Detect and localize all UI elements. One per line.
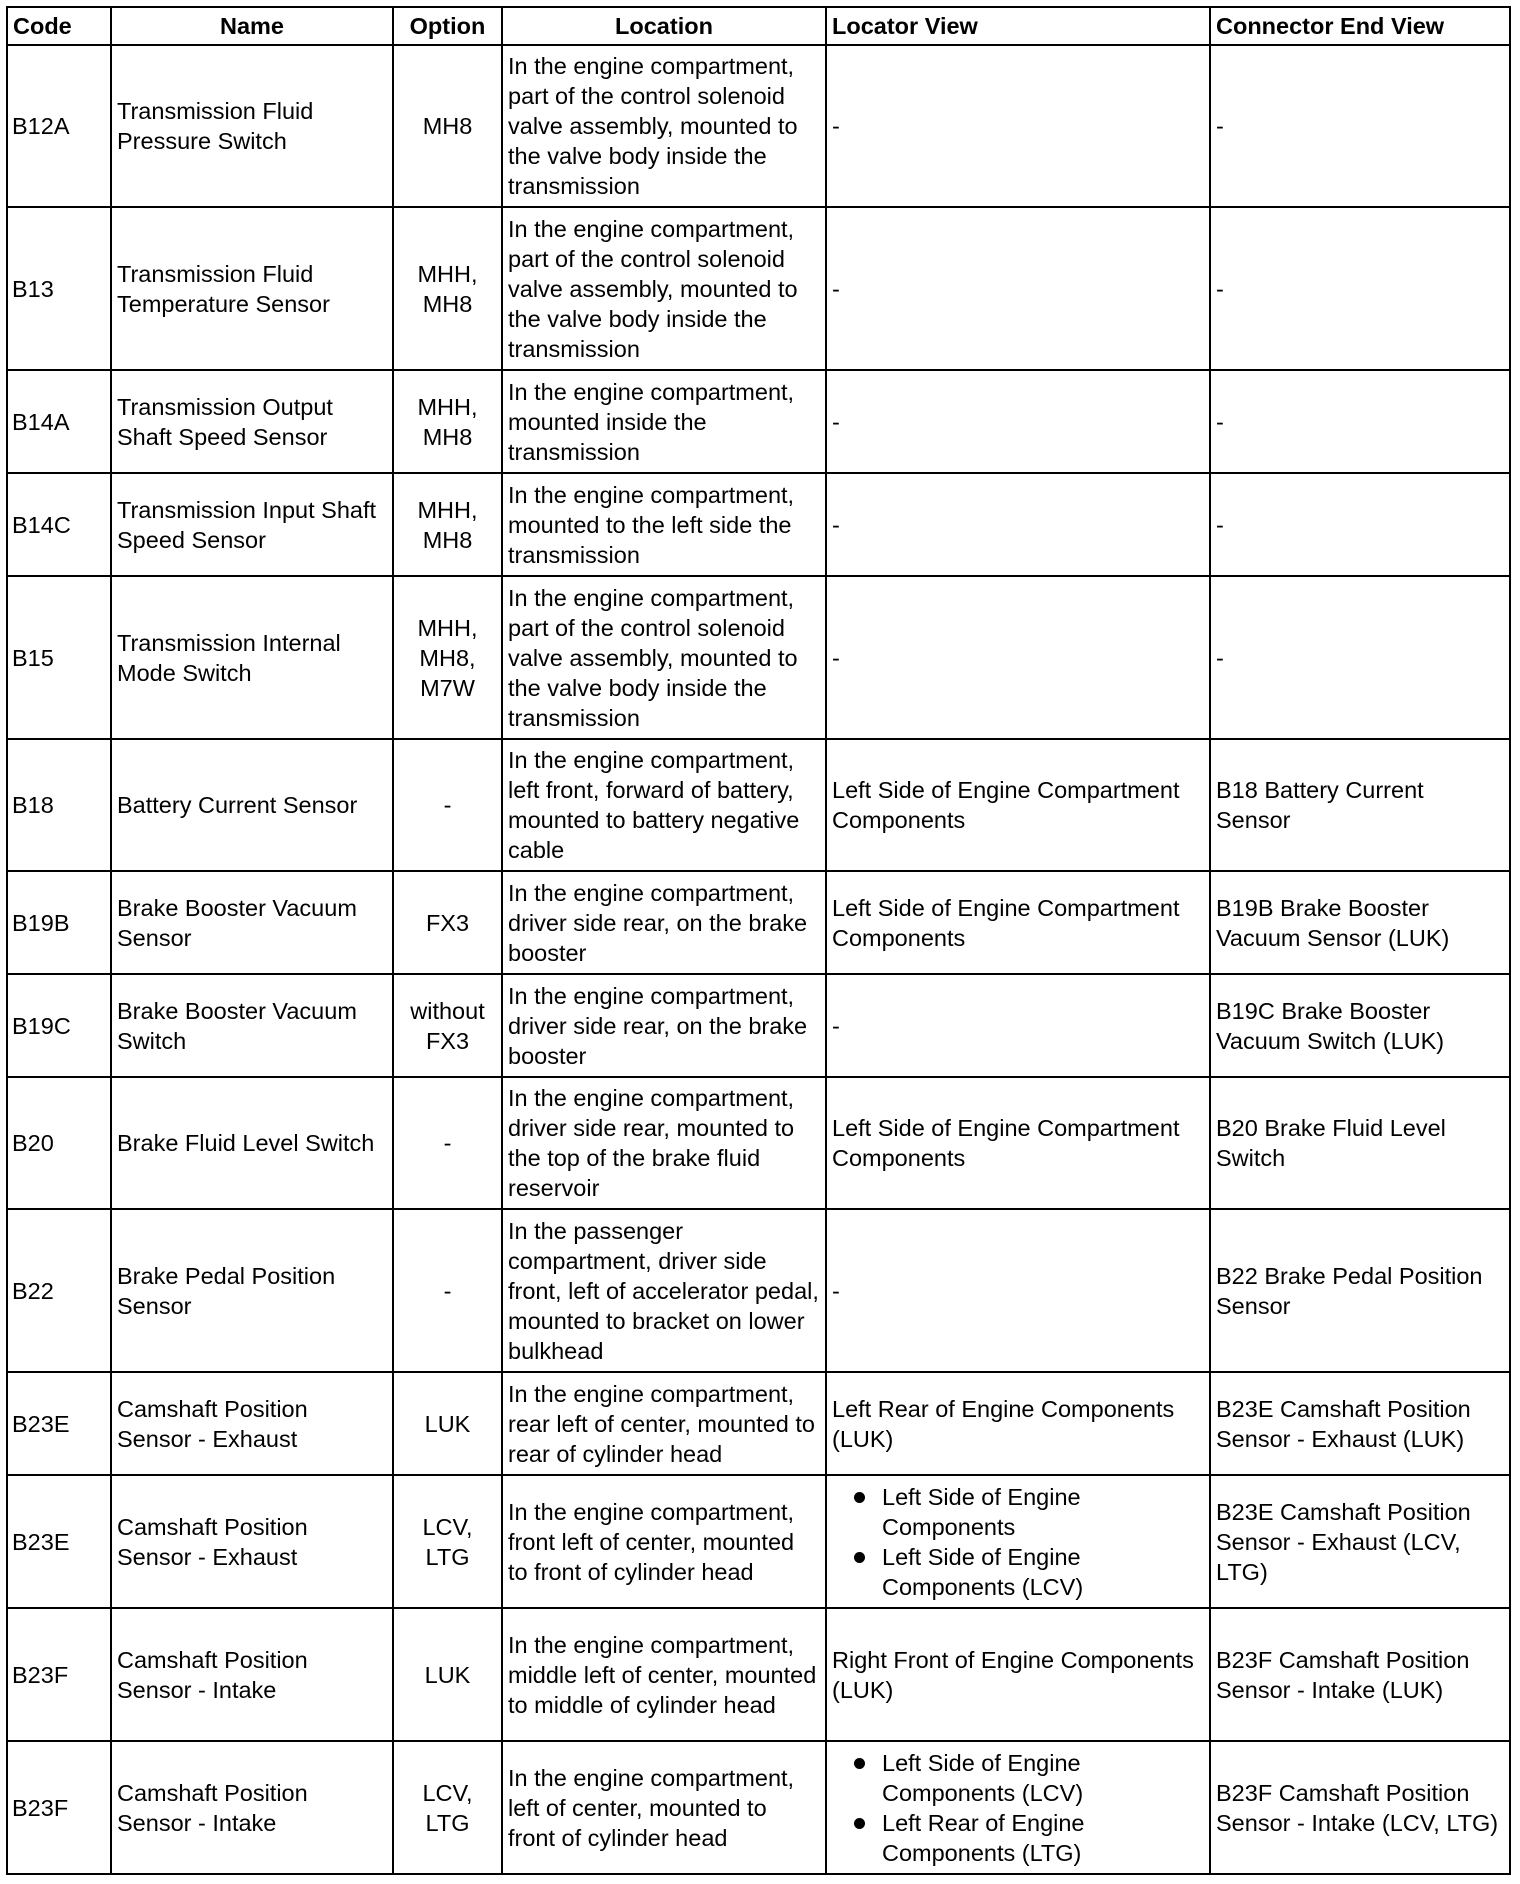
option-cell: MHH, MH8, M7W: [393, 576, 502, 739]
location-cell: In the engine compartment, driver side rear, on the brake booster: [502, 871, 826, 974]
name-cell: Camshaft Position Sensor - Intake: [111, 1741, 393, 1874]
option-cell: without FX3: [393, 974, 502, 1077]
code-cell: B23E: [7, 1372, 111, 1475]
connector-end-view-cell: -: [1210, 207, 1510, 370]
name-cell: Brake Booster Vacuum Sensor: [111, 871, 393, 974]
location-cell: In the engine compartment, driver side rear, on the brake booster: [502, 974, 826, 1077]
locator-view-cell: -: [826, 1209, 1210, 1372]
name-cell: Transmission Fluid Pressure Switch: [111, 45, 393, 207]
column-header-connector-end-view: Connector End View: [1210, 7, 1510, 45]
option-cell: LCV, LTG: [393, 1475, 502, 1608]
component-locator-table-wrapper: [6, 6, 1511, 1875]
location-cell: In the engine compartment, front left of center, mounted to front of cylinder head: [502, 1475, 826, 1608]
locator-view-list-item: Left Side of Engine Components (LCV): [832, 1748, 1204, 1808]
location-cell: In the engine compartment, middle left of center, mounted to middle of cylinder head: [502, 1608, 826, 1741]
locator-view-list: [832, 1482, 1204, 1602]
table-row: [7, 1475, 1510, 1608]
connector-end-view-cell: B22 Brake Pedal Position Sensor: [1210, 1209, 1510, 1372]
table-row: [7, 1209, 1510, 1372]
name-cell: Transmission Input Shaft Speed Sensor: [111, 473, 393, 576]
locator-view-cell: -: [826, 974, 1210, 1077]
code-cell: B15: [7, 576, 111, 739]
connector-end-view-cell: B23E Camshaft Position Sensor - Exhaust (LCV, LTG): [1210, 1475, 1510, 1608]
connector-end-view-cell: B20 Brake Fluid Level Switch: [1210, 1077, 1510, 1209]
code-cell: B12A: [7, 45, 111, 207]
connector-end-view-cell: B19C Brake Booster Vacuum Switch (LUK): [1210, 974, 1510, 1077]
code-cell: B20: [7, 1077, 111, 1209]
table-row: [7, 473, 1510, 576]
name-cell: Transmission Fluid Temperature Sensor: [111, 207, 393, 370]
code-cell: B14A: [7, 370, 111, 473]
name-cell: Transmission Output Shaft Speed Sensor: [111, 370, 393, 473]
option-cell: LUK: [393, 1372, 502, 1475]
location-cell: In the engine compartment, left of center, mounted to front of cylinder head: [502, 1741, 826, 1874]
locator-view-cell: -: [826, 473, 1210, 576]
code-cell: B18: [7, 739, 111, 871]
connector-end-view-cell: -: [1210, 473, 1510, 576]
table-header-row: [7, 7, 1510, 45]
code-cell: B13: [7, 207, 111, 370]
location-cell: In the engine compartment, driver side rear, mounted to the top of the brake fluid reservoir: [502, 1077, 826, 1209]
option-cell: LUK: [393, 1608, 502, 1741]
connector-end-view-cell: B23F Camshaft Position Sensor - Intake (LCV, LTG): [1210, 1741, 1510, 1874]
code-cell: B14C: [7, 473, 111, 576]
table-row: [7, 1372, 1510, 1475]
connector-end-view-cell: -: [1210, 576, 1510, 739]
location-cell: In the engine compartment, part of the control solenoid valve assembly, mounted to the valve body inside the transmission: [502, 45, 826, 207]
connector-end-view-cell: B23F Camshaft Position Sensor - Intake (LUK): [1210, 1608, 1510, 1741]
locator-view-cell: Right Front of Engine Components (LUK): [826, 1608, 1210, 1741]
code-cell: B19B: [7, 871, 111, 974]
connector-end-view-cell: -: [1210, 370, 1510, 473]
locator-view-cell: -: [826, 576, 1210, 739]
name-cell: Brake Fluid Level Switch: [111, 1077, 393, 1209]
locator-view-list-item: Left Side of Engine Components: [832, 1482, 1204, 1542]
table-row: [7, 974, 1510, 1077]
connector-end-view-cell: B18 Battery Current Sensor: [1210, 739, 1510, 871]
table-row: [7, 207, 1510, 370]
name-cell: Transmission Internal Mode Switch: [111, 576, 393, 739]
table-row: [7, 1741, 1510, 1874]
name-cell: Battery Current Sensor: [111, 739, 393, 871]
name-cell: Brake Pedal Position Sensor: [111, 1209, 393, 1372]
option-cell: MH8: [393, 45, 502, 207]
name-cell: Camshaft Position Sensor - Intake: [111, 1608, 393, 1741]
location-cell: In the engine compartment, left front, forward of battery, mounted to battery negative cable: [502, 739, 826, 871]
column-header-locator-view: Locator View: [826, 7, 1210, 45]
option-cell: -: [393, 1209, 502, 1372]
location-cell: In the engine compartment, mounted inside the transmission: [502, 370, 826, 473]
location-cell: In the engine compartment, part of the control solenoid valve assembly, mounted to the valve body inside the transmission: [502, 207, 826, 370]
locator-view-cell: [826, 1475, 1210, 1608]
connector-end-view-cell: B23E Camshaft Position Sensor - Exhaust (LUK): [1210, 1372, 1510, 1475]
code-cell: B23E: [7, 1475, 111, 1608]
locator-view-list: [832, 1748, 1204, 1868]
option-cell: LCV, LTG: [393, 1741, 502, 1874]
table-row: [7, 576, 1510, 739]
locator-view-cell: Left Side of Engine Compartment Components: [826, 739, 1210, 871]
locator-view-cell: -: [826, 207, 1210, 370]
locator-view-cell: Left Rear of Engine Components (LUK): [826, 1372, 1210, 1475]
locator-view-cell: -: [826, 45, 1210, 207]
table-row: [7, 871, 1510, 974]
column-header-location: Location: [502, 7, 826, 45]
table-row: [7, 370, 1510, 473]
code-cell: B22: [7, 1209, 111, 1372]
connector-end-view-cell: B19B Brake Booster Vacuum Sensor (LUK): [1210, 871, 1510, 974]
location-cell: In the passenger compartment, driver side front, left of accelerator pedal, mounted to bracket on lower bulkhead: [502, 1209, 826, 1372]
location-cell: In the engine compartment, mounted to the left side the transmission: [502, 473, 826, 576]
locator-view-cell: -: [826, 370, 1210, 473]
option-cell: MHH, MH8: [393, 473, 502, 576]
name-cell: Brake Booster Vacuum Switch: [111, 974, 393, 1077]
table-row: [7, 45, 1510, 207]
column-header-code: Code: [7, 7, 111, 45]
code-cell: B19C: [7, 974, 111, 1077]
option-cell: MHH, MH8: [393, 207, 502, 370]
connector-end-view-cell: -: [1210, 45, 1510, 207]
locator-view-cell: Left Side of Engine Compartment Components: [826, 1077, 1210, 1209]
name-cell: Camshaft Position Sensor - Exhaust: [111, 1372, 393, 1475]
option-cell: FX3: [393, 871, 502, 974]
option-cell: MHH, MH8: [393, 370, 502, 473]
column-header-option: Option: [393, 7, 502, 45]
code-cell: B23F: [7, 1608, 111, 1741]
option-cell: -: [393, 739, 502, 871]
location-cell: In the engine compartment, part of the control solenoid valve assembly, mounted to the valve body inside the transmission: [502, 576, 826, 739]
name-cell: Camshaft Position Sensor - Exhaust: [111, 1475, 393, 1608]
table-row: [7, 739, 1510, 871]
table-row: [7, 1077, 1510, 1209]
code-cell: B23F: [7, 1741, 111, 1874]
locator-view-list-item: Left Rear of Engine Components (LTG): [832, 1808, 1204, 1868]
option-cell: -: [393, 1077, 502, 1209]
locator-view-list-item: Left Side of Engine Components (LCV): [832, 1542, 1204, 1602]
component-locator-table: [6, 6, 1511, 1875]
column-header-name: Name: [111, 7, 393, 45]
locator-view-cell: [826, 1741, 1210, 1874]
table-row: [7, 1608, 1510, 1741]
location-cell: In the engine compartment, rear left of center, mounted to rear of cylinder head: [502, 1372, 826, 1475]
locator-view-cell: Left Side of Engine Compartment Components: [826, 871, 1210, 974]
